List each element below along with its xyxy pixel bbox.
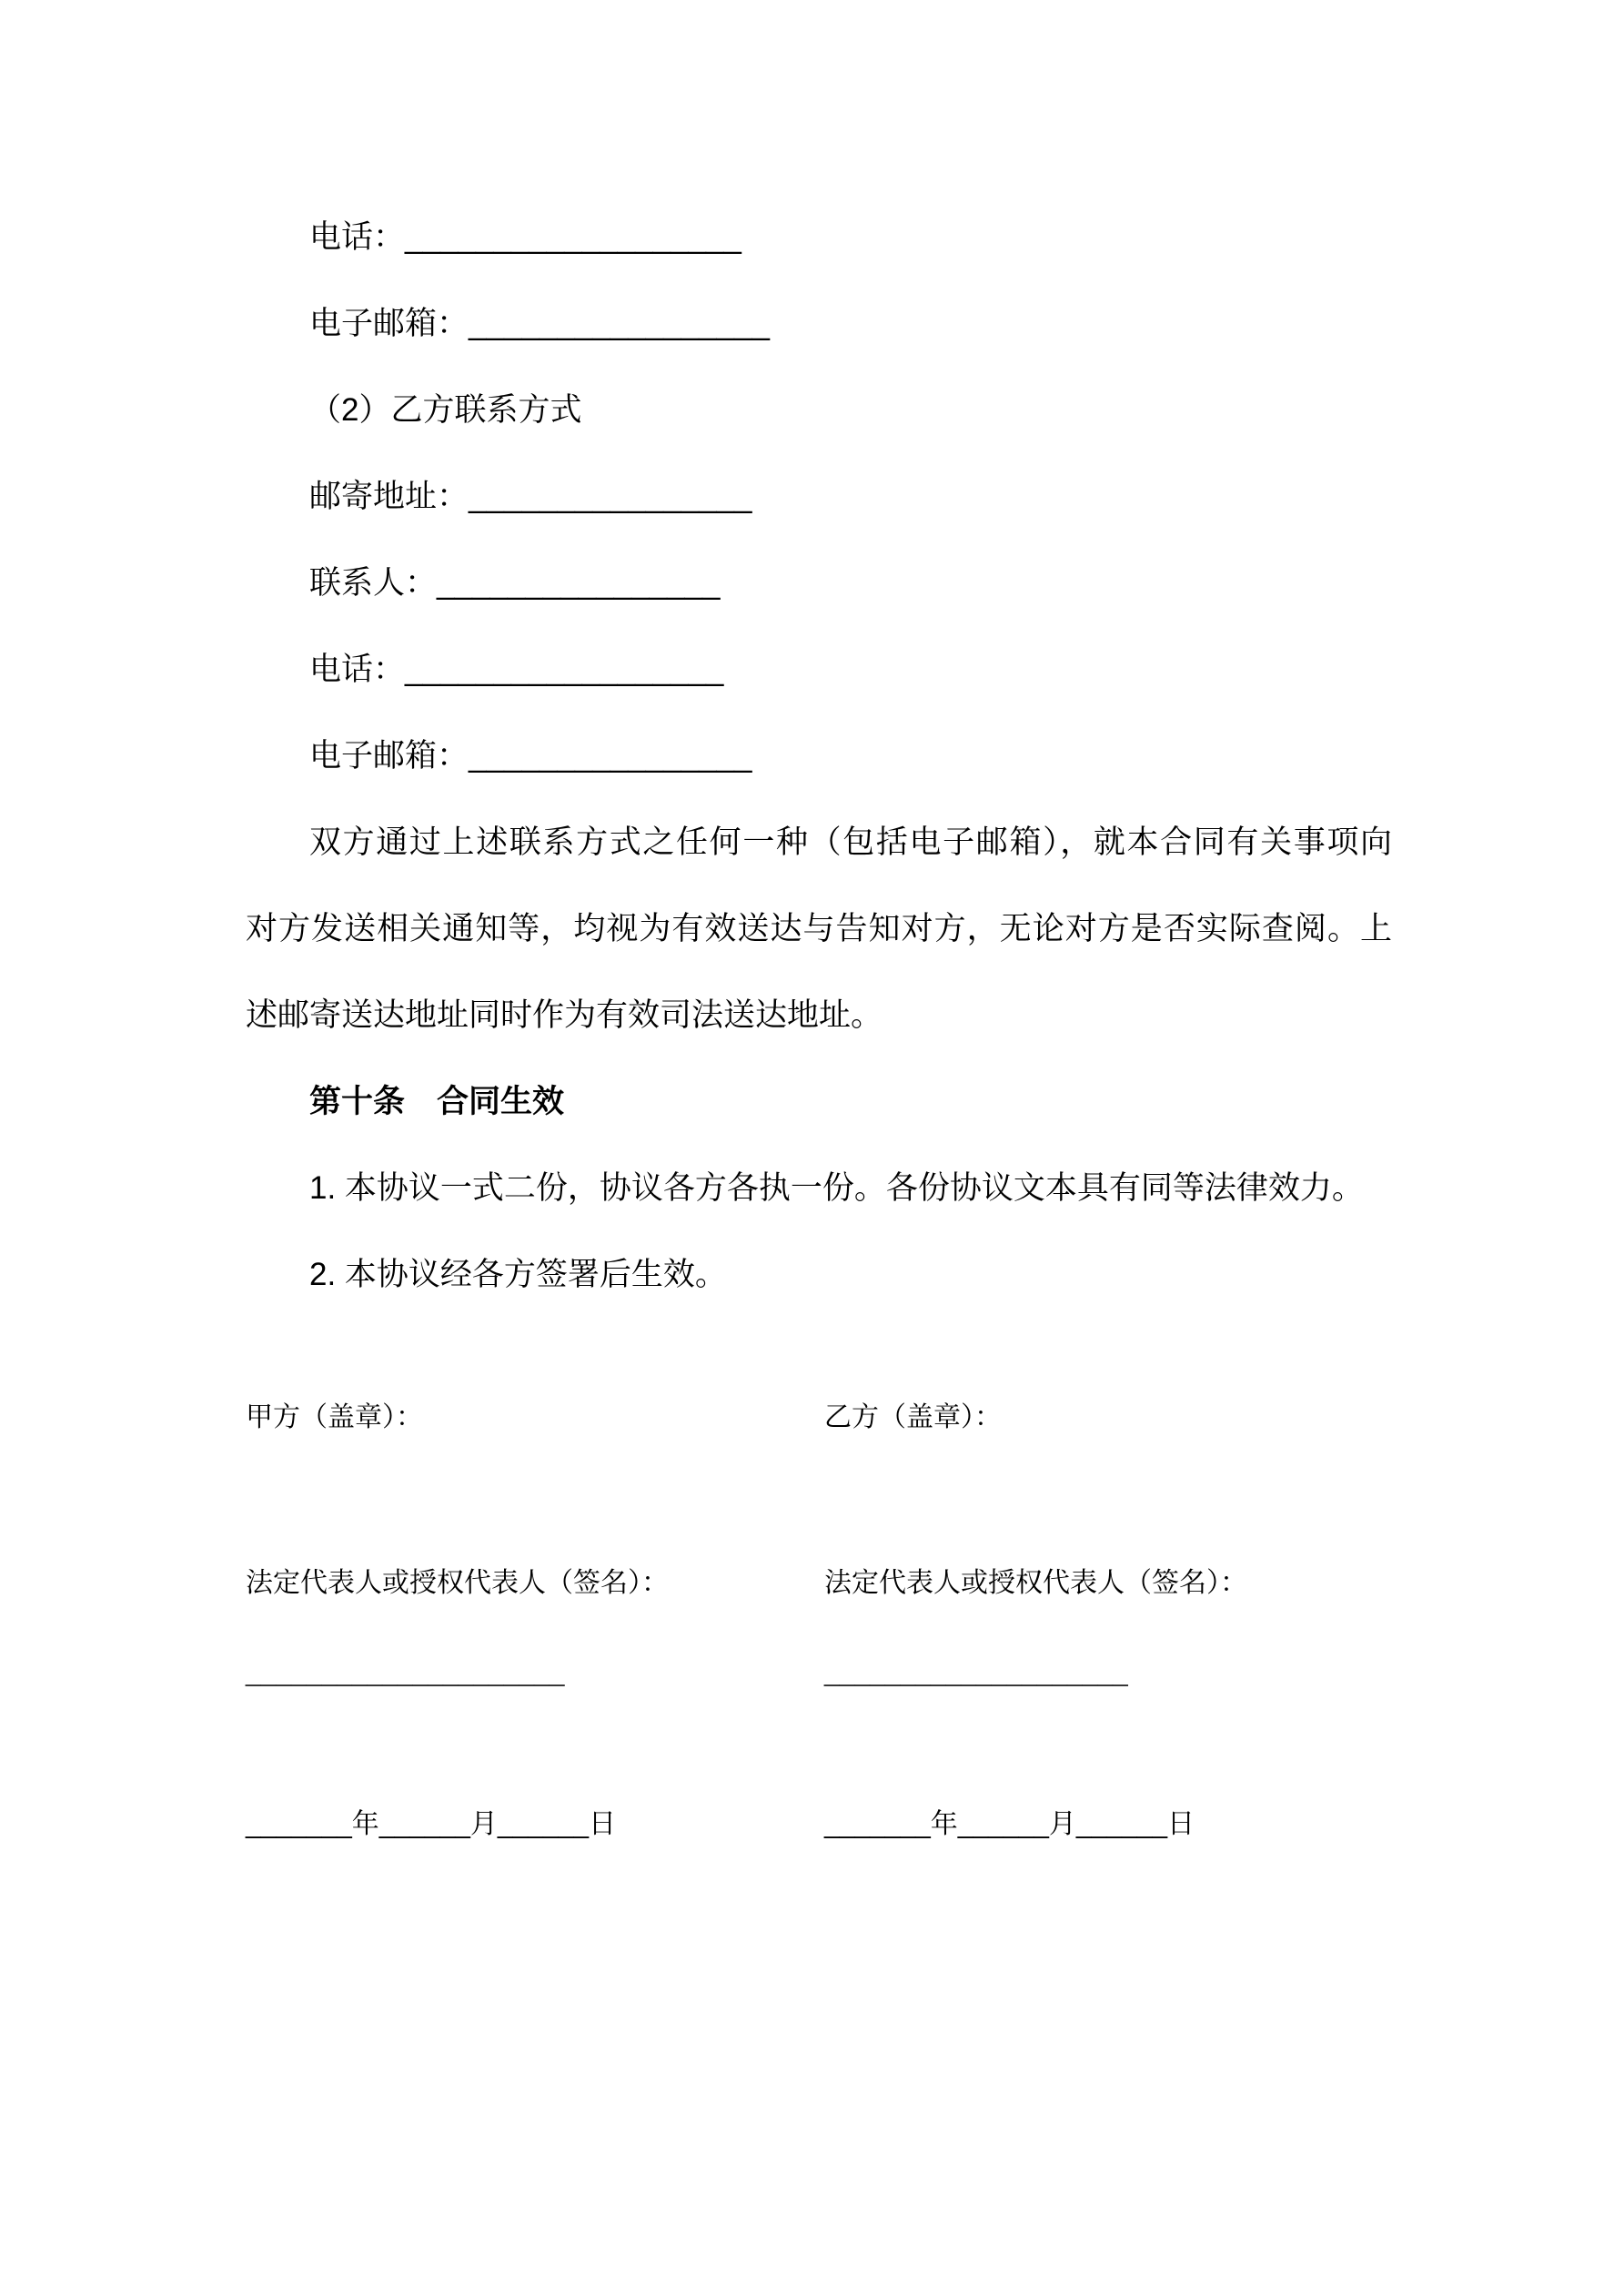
party-b-signature-line: ____________________ [824,1657,1128,1687]
party-a-seal-label: 甲方（盖章）： [246,1402,423,1432]
party-a-representative-label: 法定代表人或授权代表人（签名）： [246,1568,669,1598]
field-label-email-b: 电子邮箱： [309,738,469,774]
field-blank-email-a: _________________ [469,306,770,341]
field-label-phone-a: 电话： [309,219,406,255]
seal-row [246,1400,1392,1436]
field-label-contact-person-b: 联系人： [309,565,438,601]
field-blank-phone-a: ___________________ [405,219,741,255]
field-row-email-a [246,280,1392,367]
field-row-contact-person-b [246,540,1392,626]
party-b-date-line: _______年______月______日 [824,1809,1195,1839]
field-blank-email-b: ________________ [469,738,752,774]
article-10-item-1: 1. 本协议一式二份，协议各方各执一份。各份协议文本具有同等法律效力。 [309,1170,1364,1206]
field-row-mail-address-b [246,453,1392,540]
field-row-email-b [246,713,1392,799]
field-blank-phone-b: __________________ [405,652,724,687]
notice-paragraph [246,799,1392,1058]
party-a-date-line: _______年______月______日 [246,1809,617,1839]
field-label-mail-address-b: 邮寄地址： [309,479,469,514]
notice-paragraph-line-1: 双方通过上述联系方式之任何一种（包括电子邮箱），就本合同有关事项向 [309,824,1392,860]
contract-body [246,194,1392,1843]
field-row-phone-a [246,194,1392,280]
date-row [246,1806,1392,1843]
article-10-heading: 第十条 合同生效 [309,1084,565,1119]
notice-paragraph-line-2: 对方发送相关通知等，均视为有效送达与告知对方，无论对方是否实际查阅。上 [246,911,1392,946]
field-row-phone-b [246,626,1392,713]
field-label-email-a: 电子邮箱： [309,306,469,341]
field-label-phone-b: 电话： [309,652,406,687]
field-blank-contact-person-b: ________________ [437,565,721,601]
representative-row [246,1565,1392,1602]
party-b-seal-label: 乙方（盖章）： [824,1402,1002,1432]
article-10-item-2: 2. 本协议经各方签署后生效。 [309,1257,727,1292]
party-a-signature-line: _____________________ [246,1657,565,1687]
notice-paragraph-line-3: 述邮寄送达地址同时作为有效司法送达地址。 [246,997,883,1033]
party-b-contact-heading: （2）乙方联系方式 [309,392,582,428]
signature-line-row [246,1654,1392,1691]
field-blank-mail-address-b: ________________ [469,479,752,514]
party-b-representative-label: 法定代表人或授权代表人（签名）： [824,1568,1247,1598]
